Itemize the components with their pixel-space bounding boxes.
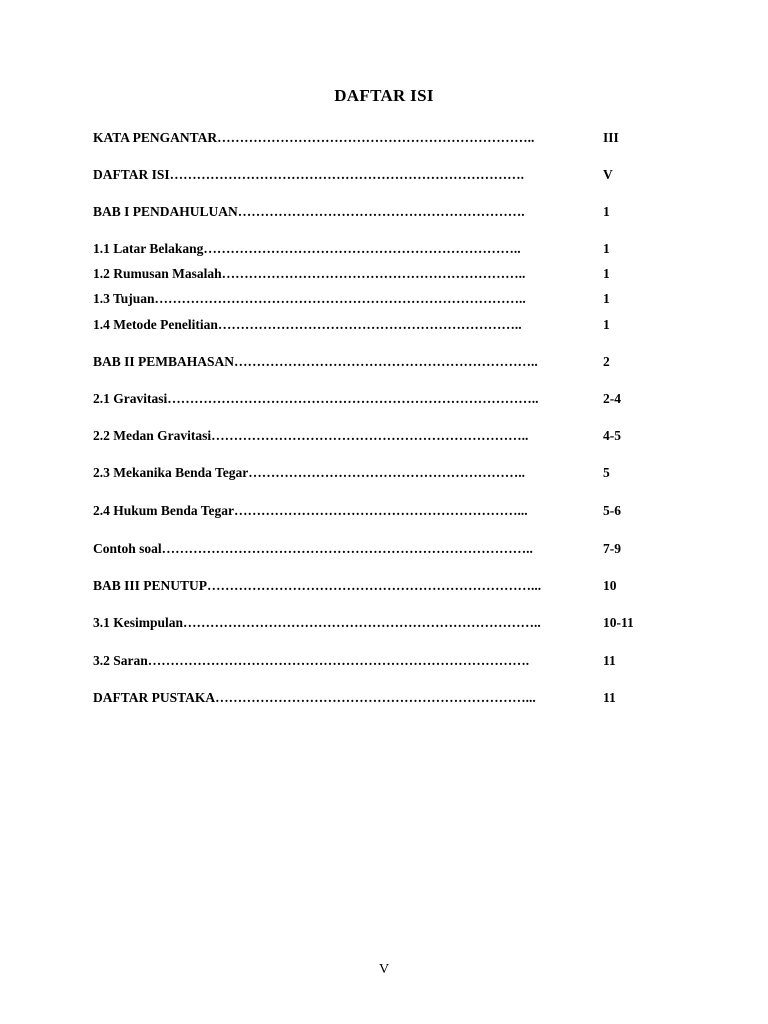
toc-entry-label: Contoh soal……………………………………………………………………….. (93, 541, 533, 556)
toc-entry-bab-2 (93, 352, 653, 372)
toc-entry-page: 1 (603, 204, 610, 219)
toc-entry-label: 1.4 Metode Penelitian………………………………………………………….. (93, 317, 522, 332)
toc-entry-label: 2.4 Hukum Benda Tegar………………………………………………………... (93, 503, 528, 518)
toc-entry-bab-3 (93, 576, 653, 596)
toc-entry-label: 2.3 Mekanika Benda Tegar…………………………………………………….. (93, 465, 526, 480)
toc-entry-page: 7-9 (603, 541, 621, 556)
toc-entry-page: III (603, 130, 619, 145)
page-number-footer: V (378, 962, 390, 977)
toc-entry-contoh-soal (93, 539, 653, 559)
toc-entry-page: 11 (603, 653, 616, 668)
toc-entry-daftar-isi (93, 165, 653, 185)
toc-entry-page: 2-4 (603, 391, 621, 406)
toc-entry-daftar-pustaka (93, 688, 653, 708)
toc-entry-bab-1 (93, 202, 653, 222)
toc-entry-page: 10 (603, 578, 617, 593)
toc-entry-page: 4-5 (603, 428, 621, 443)
toc-entry-label: DAFTAR PUSTAKA……………………………………………………………... (93, 690, 536, 705)
toc-entry-label: KATA PENGANTAR…………………………………………………………….. (93, 130, 535, 145)
toc-entry-page: 11 (603, 690, 616, 705)
toc-entry-page: 2 (603, 354, 610, 369)
toc-entry-label: BAB III PENUTUP………………………………………………………………... (93, 578, 542, 593)
toc-entry-1-1 (93, 239, 653, 259)
toc-entry-page: 5 (603, 465, 610, 480)
toc-entry-page: 1 (603, 317, 610, 332)
toc-entry-2-2 (93, 426, 653, 446)
toc-entry-2-1 (93, 389, 653, 409)
toc-entry-2-4 (93, 501, 653, 521)
toc-entry-label: 1.3 Tujuan……………………………………………………………………….. (93, 291, 526, 306)
toc-entry-label: 3.1 Kesimpulan…………………………………………………………………….. (93, 615, 541, 630)
toc-entry-1-4 (93, 315, 653, 335)
toc-entry-label: BAB I PENDAHULUAN………………………………………………………. (93, 204, 525, 219)
toc-entry-label: DAFTAR ISI……………………………………………………………………. (93, 167, 525, 182)
toc-entry-page: V (603, 167, 613, 182)
toc-entry-1-3 (93, 289, 653, 309)
toc-entry-kata-pengantar (93, 128, 653, 148)
toc-entry-page: 5-6 (603, 503, 621, 518)
toc-entry-label: 1.2 Rumusan Masalah………………………………………………………….. (93, 266, 526, 281)
toc-entry-page: 1 (603, 241, 610, 256)
toc-entry-label: 3.2 Saran…………………………………………………………………………. (93, 653, 530, 668)
toc-entry-page: 1 (603, 291, 610, 306)
toc-entry-2-3 (93, 463, 653, 483)
toc-entry-label: BAB II PEMBAHASAN………………………………………………………….. (93, 354, 538, 369)
toc-entry-3-2 (93, 651, 653, 671)
toc-entry-label: 2.1 Gravitasi……………………………………………………………………….. (93, 391, 539, 406)
toc-entry-label: 1.1 Latar Belakang…………………………………………………………….. (93, 241, 521, 256)
page-title: DAFTAR ISI (334, 86, 434, 105)
toc-entry-1-2 (93, 264, 653, 284)
toc-entry-page: 1 (603, 266, 610, 281)
toc-entry-page: 10-11 (603, 615, 634, 630)
toc-entry-3-1 (93, 613, 653, 633)
toc-entry-label: 2.2 Medan Gravitasi…………………………………………………………….. (93, 428, 529, 443)
